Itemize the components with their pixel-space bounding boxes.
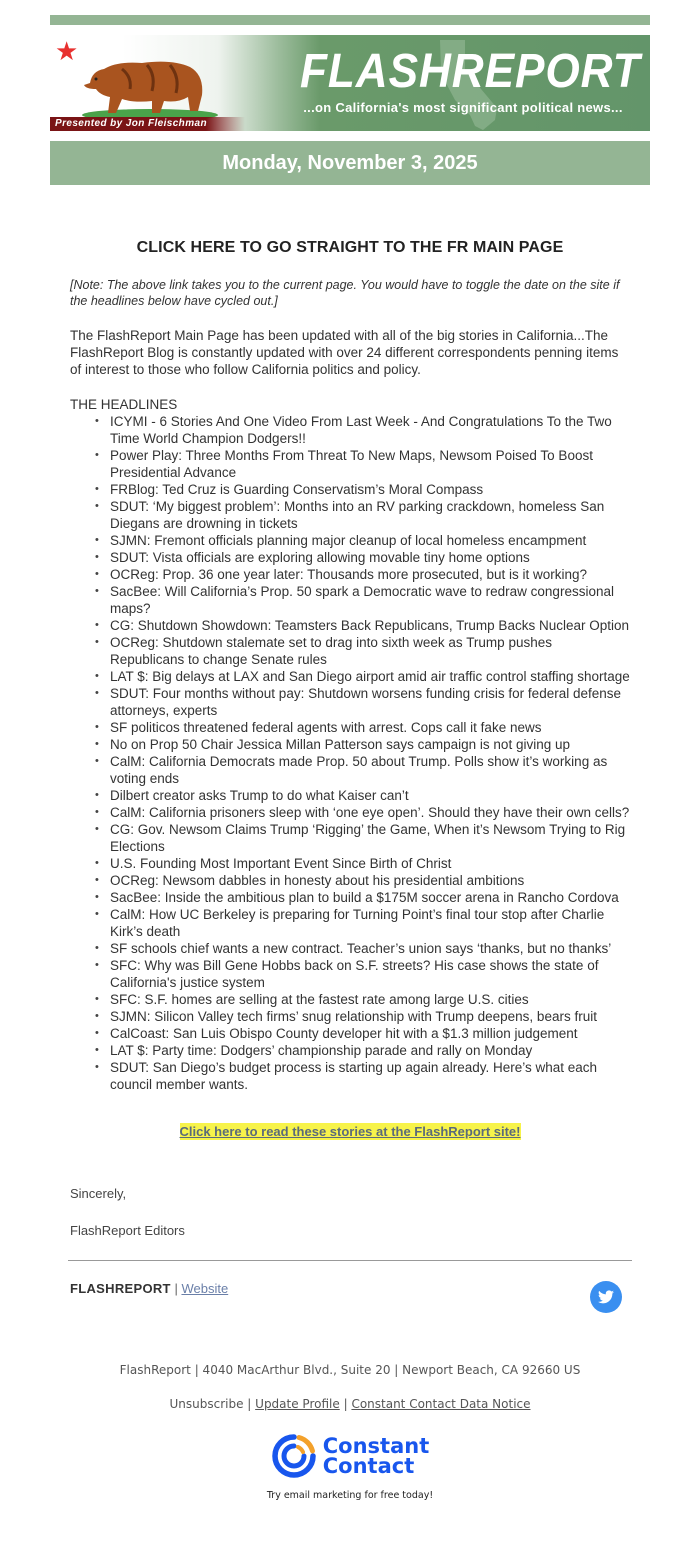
headline-item[interactable]: • SacBee: Will California’s Prop. 50 spark a Democratic wave to redraw congressional maps? bbox=[110, 583, 630, 617]
footer-brand-name: FLASHREPORT bbox=[70, 1281, 171, 1296]
headline-item[interactable]: • SDUT: Vista officials are exploring allowing movable tiny home options bbox=[110, 549, 630, 566]
read-stories-link[interactable]: Click here to read these stories at the FlashReport site! bbox=[179, 1124, 521, 1139]
headline-item[interactable]: • LAT $: Party time: Dodgers’ championship parade and rally on Monday bbox=[110, 1042, 630, 1059]
headline-item[interactable]: • CalCoast: San Luis Obispo County developer hit with a $1.3 million judgement bbox=[110, 1025, 630, 1042]
unsubscribe-link[interactable]: Unsubscribe bbox=[169, 1397, 244, 1411]
main-content bbox=[50, 239, 650, 1238]
headline-item[interactable]: • LAT $: Big delays at LAX and San Diego airport amid air traffic control staffing shortage bbox=[110, 668, 630, 685]
footer-brand-row bbox=[50, 1261, 650, 1341]
intro-text: The FlashReport Main Page has been updated with all of the big stories in California...The FlashReport Blog is constantly updated with over 24 different correspondents penning items of interest to those who follow California politics and policy. bbox=[70, 328, 619, 377]
headline-item[interactable]: • SF politicos threatened federal agents with arrest. Cops call it fake news bbox=[110, 719, 630, 736]
headline-item[interactable]: • OCReg: Shutdown stalemate set to drag into sixth week as Trump pushes Republicans to change Senate rules bbox=[110, 634, 630, 668]
headline-item[interactable]: • SF schools chief wants a new contract. Teacher’s union says ‘thanks, but no thanks’ bbox=[110, 940, 630, 957]
bear-icon bbox=[72, 53, 222, 123]
cc-tagline: Try email marketing for free today! bbox=[266, 1490, 434, 1501]
headlines-list bbox=[70, 413, 630, 1093]
cta-container bbox=[70, 1123, 630, 1141]
update-profile-link[interactable]: Update Profile bbox=[255, 1397, 340, 1411]
headline-item[interactable]: • SFC: Why was Bill Gene Hobbs back on S.F. streets? His case shows the state of California's justice system bbox=[110, 957, 630, 991]
main-page-link[interactable]: CLICK HERE TO GO STRAIGHT TO THE FR MAIN PAGE bbox=[136, 239, 564, 256]
constant-contact-wordmark bbox=[323, 1436, 430, 1476]
star-icon: ★ bbox=[55, 36, 79, 66]
presented-by-ribbon: Presented by Jon Fleischman bbox=[50, 117, 245, 131]
signoff-text: Sincerely, bbox=[70, 1186, 127, 1201]
signoff bbox=[70, 1186, 630, 1238]
headline-item[interactable]: • SFC: S.F. homes are selling at the fastest rate among large U.S. cities bbox=[110, 991, 630, 1008]
link-separator: | bbox=[343, 1397, 352, 1411]
twitter-icon bbox=[598, 1290, 614, 1304]
headline-item[interactable]: • CG: Shutdown Showdown: Teamsters Back Republicans, Trump Backs Nuclear Option bbox=[110, 617, 630, 634]
constant-contact-logo bbox=[271, 1433, 430, 1479]
website-link[interactable]: Website bbox=[181, 1281, 229, 1296]
headline-item[interactable]: • FRBlog: Ted Cruz is Guarding Conservatism’s Moral Compass bbox=[110, 481, 630, 498]
headline-item[interactable]: • CalM: How UC Berkeley is preparing for Turning Point’s final tour stop after Charlie Kirk’s death bbox=[110, 906, 630, 940]
headline-item[interactable]: • SJMN: Fremont officials planning major cleanup of local homeless encampment bbox=[110, 532, 630, 549]
headline-item[interactable]: • CalM: California Democrats made Prop. 50 about Trump. Polls show it’s working as voting ends bbox=[110, 753, 630, 787]
headline-item[interactable]: • CG: Gov. Newsom Claims Trump ‘Rigging’ the Game, When it’s Newsom Trying to Rig Elections bbox=[110, 821, 630, 855]
constant-contact-icon bbox=[271, 1433, 317, 1479]
constant-contact-badge[interactable] bbox=[50, 1433, 650, 1501]
footer-separator: | bbox=[174, 1281, 178, 1296]
data-notice-link[interactable]: Constant Contact Data Notice bbox=[351, 1397, 531, 1411]
brand-title: FLASHREPORT bbox=[300, 45, 641, 98]
signature-text: FlashReport Editors bbox=[70, 1223, 185, 1238]
date-bar: Monday, November 3, 2025 bbox=[50, 141, 650, 185]
link-separator: | bbox=[247, 1397, 256, 1411]
brand-tagline: ...on California's most significant political news... bbox=[303, 100, 623, 115]
headline-item[interactable]: • No on Prop 50 Chair Jessica Millan Patterson says campaign is not giving up bbox=[110, 736, 630, 753]
email-container bbox=[50, 15, 650, 1501]
headline-item[interactable]: • SDUT: San Diego’s budget process is starting up again already. Here’s what each council member wants. bbox=[110, 1059, 630, 1093]
footer-links bbox=[50, 1397, 650, 1411]
headlines-heading: THE HEADLINES bbox=[70, 397, 178, 412]
headline-item[interactable]: • CalM: California prisoners sleep with ‘one eye open’. Should they have their own cells? bbox=[110, 804, 630, 821]
headline-item[interactable]: • ICYMI - 6 Stories And One Video From Last Week - And Congratulations To the Two Time World Champion Dodgers!! bbox=[110, 413, 630, 447]
cc-line-2: Contact bbox=[322, 1454, 415, 1478]
top-green-bar bbox=[50, 15, 650, 25]
headline-item[interactable]: • SDUT: Four months without pay: Shutdown worsens funding crisis for federal defense attorneys, experts bbox=[110, 685, 630, 719]
headline-item[interactable]: • SacBee: Inside the ambitious plan to build a $175M soccer arena in Rancho Cordova bbox=[110, 889, 630, 906]
twitter-button[interactable] bbox=[590, 1281, 622, 1313]
headline-item[interactable]: • SJMN: Silicon Valley tech firms’ snug relationship with Trump deepens, bears fruit bbox=[110, 1008, 630, 1025]
cc-line-1: Constant bbox=[322, 1434, 430, 1458]
headline-item[interactable]: • U.S. Founding Most Important Event Since Birth of Christ bbox=[110, 855, 630, 872]
headline-item[interactable]: • Dilbert creator asks Trump to do what Kaiser can’t bbox=[110, 787, 630, 804]
headline-item[interactable]: • OCReg: Prop. 36 one year later: Thousands more prosecuted, but is it working? bbox=[110, 566, 630, 583]
headline-item[interactable]: • SDUT: ‘My biggest problem’: Months into an RV parking crackdown, homeless San Diegans are drowning in tickets bbox=[110, 498, 630, 532]
headline-item[interactable]: • Power Play: Three Months From Threat To New Maps, Newsom Poised To Boost Presidential Advance bbox=[110, 447, 630, 481]
note-text: [Note: The above link takes you to the current page. You would have to toggle the date on the site if the headlines below have cycled out.] bbox=[70, 278, 620, 308]
header-banner[interactable] bbox=[50, 35, 650, 131]
footer-address: FlashReport | 4040 MacArthur Blvd., Suite 20 | Newport Beach, CA 92660 US bbox=[119, 1363, 581, 1377]
headline-item[interactable]: • OCReg: Newsom dabbles in honesty about his presidential ambitions bbox=[110, 872, 630, 889]
